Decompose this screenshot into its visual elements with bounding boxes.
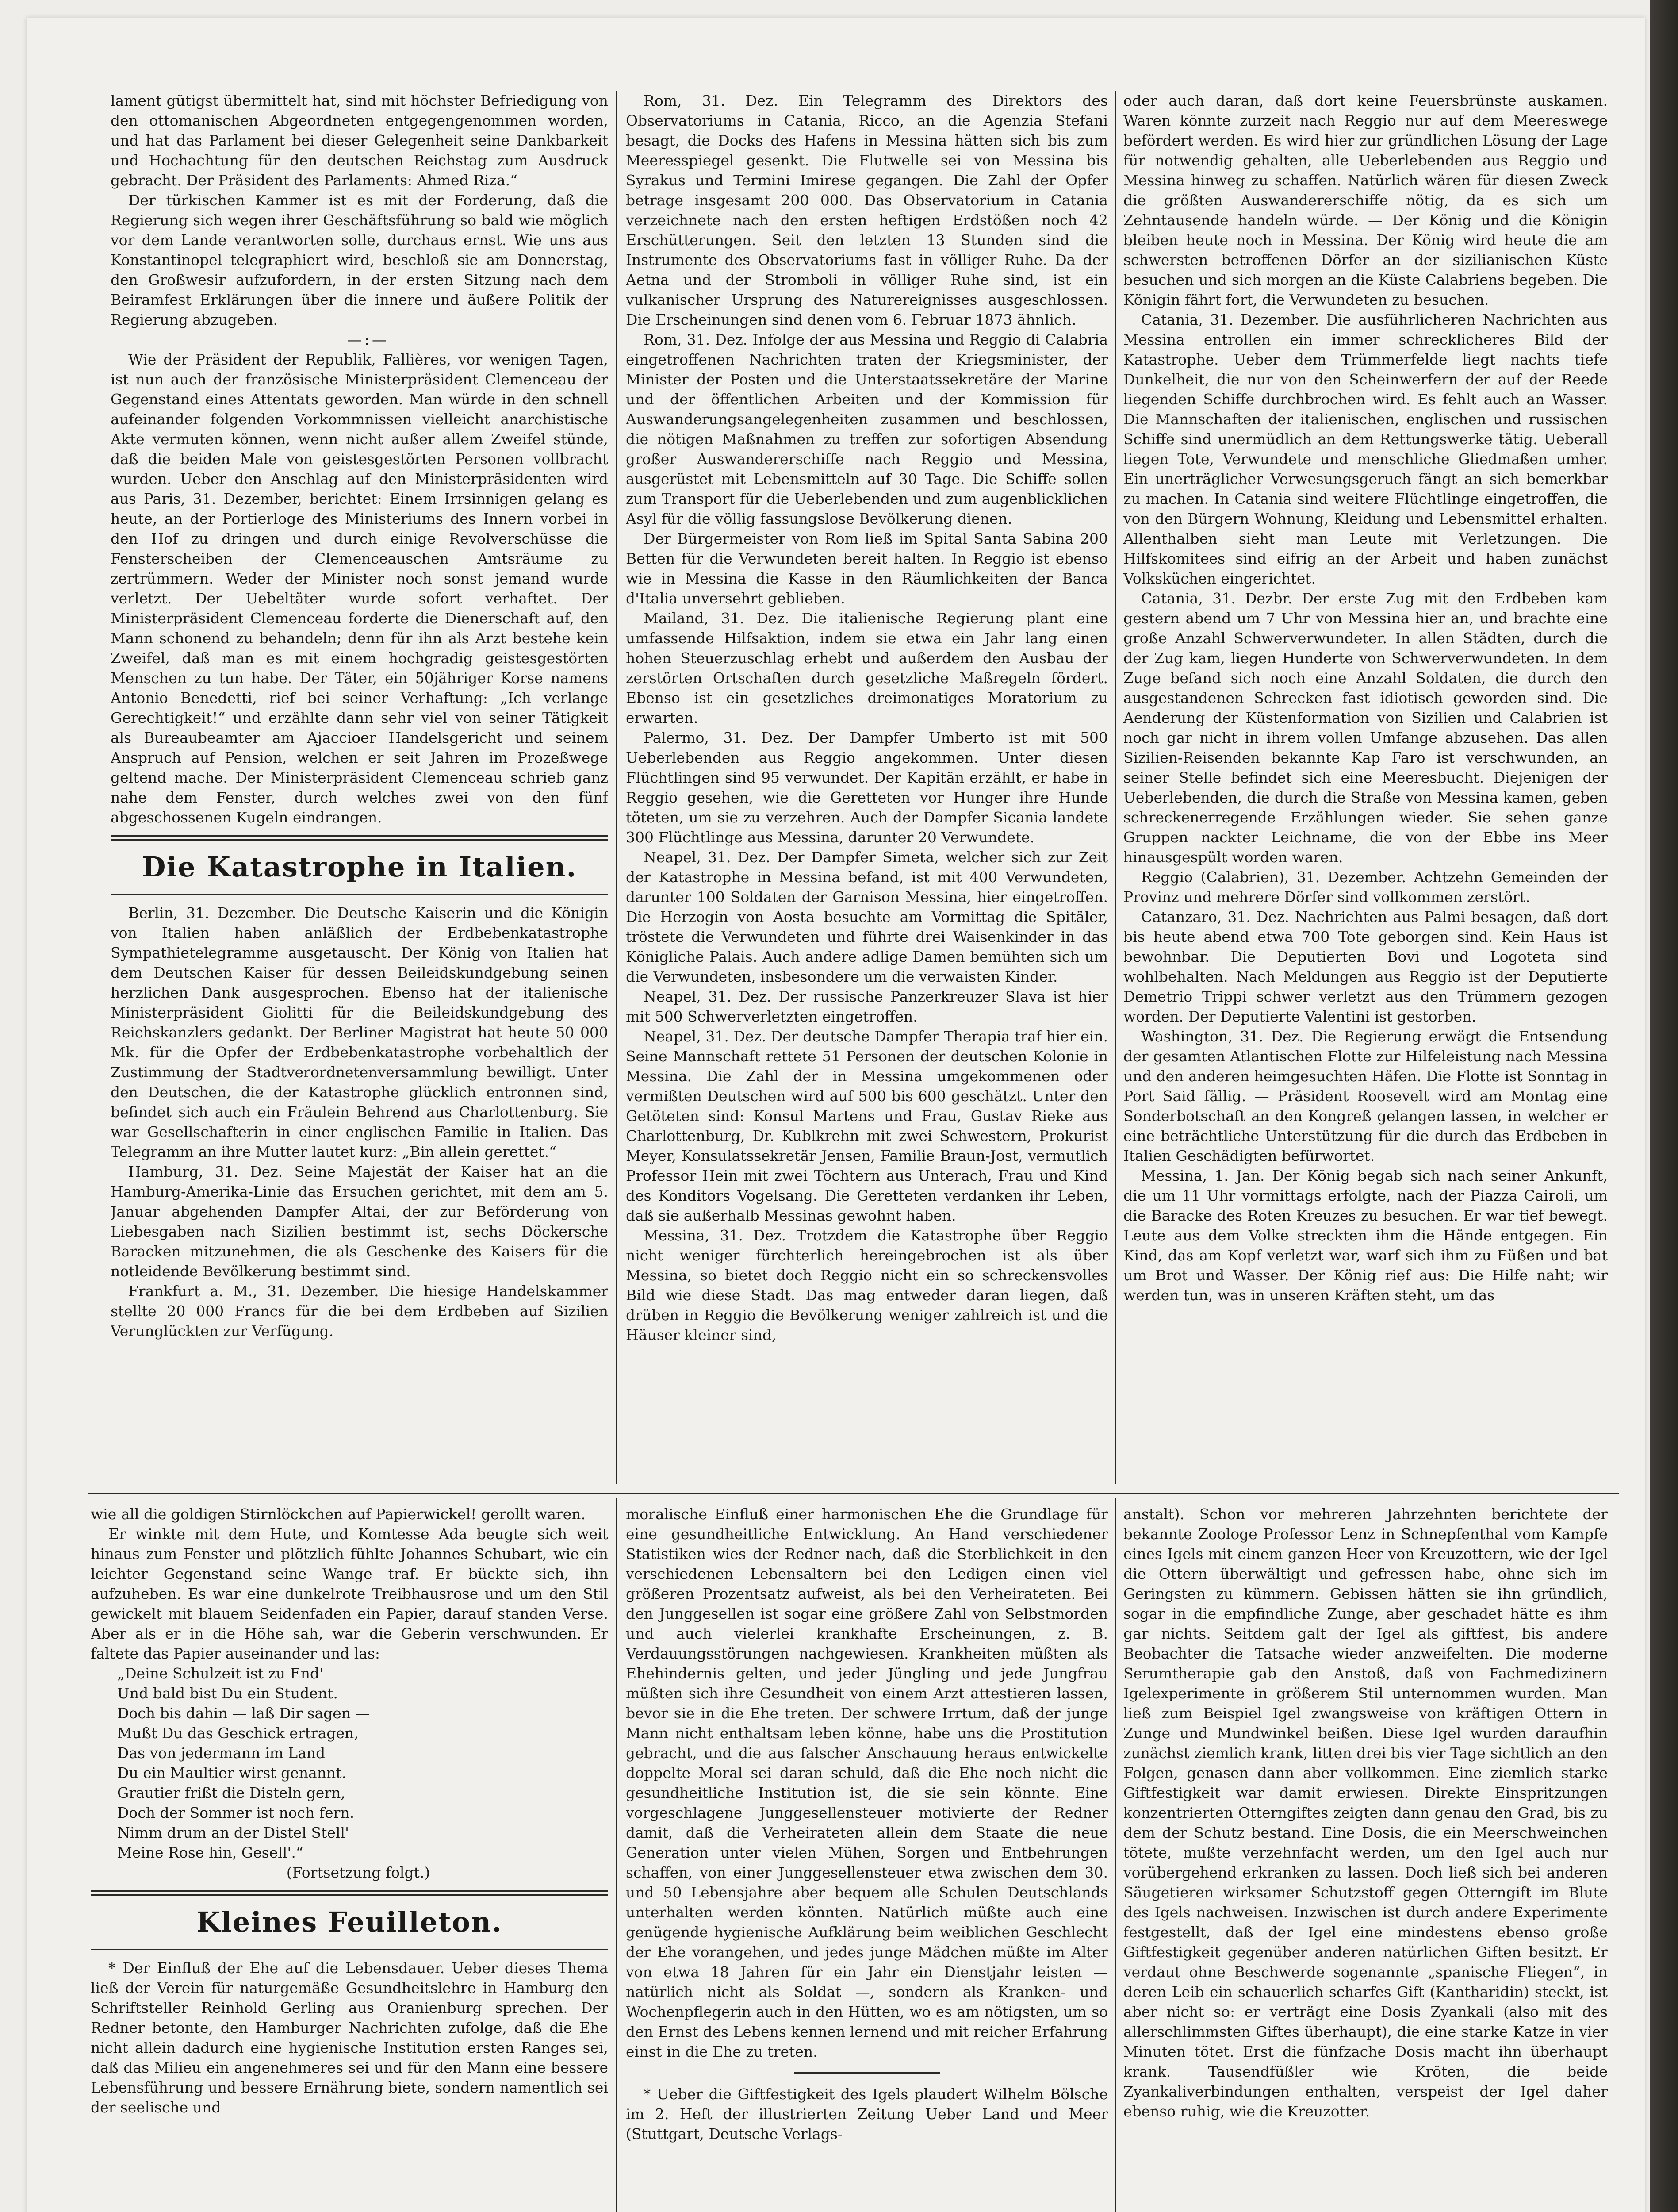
poem-line: Grautier frißt die Disteln gern, [117, 1784, 345, 1801]
article-text: Catania, 31. Dezember. Die ausführlicheren Nachrichten aus Messina entrollen ein immer schrecklicheres Bild der Katastrophe. Ueber dem Trümmerfelde liegt nachts tiefe Dunkelheit, die nur von den Scheinwerfern der auf der Reede liegenden Schiffe durchbrochen wird. Es fehlt auch an Wasser. Die Mannschaften der italienischen, englischen und russischen Schiffe sind unermüdlich an dem Rettungswerke tätig. Ueberall liegen Tote, Verwundete und menschliche Gliedmaßen umher. Ein unerträglicher Verwesungsgeruch fängt an sich bemerkbar zu machen. In Catania sind weitere Flüchtlinge eingetroffen, die von den Bürgern Wohnung, Kleidung und Lebensmittel erhalten. Allenthalben sieht man Leute mit Verletzungen. Die Hilfskomitees sind eifrig an der Arbeit und haben zunächst Volksküchen eingerichtet. [1123, 311, 1608, 587]
poem-line: Doch bis dahin — laß Dir sagen — [117, 1705, 370, 1722]
continuation-note: (Fortsetzung folgt.) [286, 1864, 430, 1881]
rule [111, 835, 608, 841]
poem-line: Nimm drum an der Distel Stell' [117, 1824, 349, 1841]
poem-line: Du ein Maultier wirst genannt. [117, 1764, 347, 1782]
article-text: Messina, 31. Dez. Trotzdem die Katastrophe über Reggio nicht weniger fürchterlich hereingebrochen ist als über Messina, so bietet doch Reggio nicht ein so schreckensvolles Bild wie diese Stadt. Das mag entweder daran liegen, daß drüben in Reggio die Bevölkerung weniger zahlreich ist und die Häuser kleiner sind, [626, 1227, 1108, 1344]
article-text: Neapel, 31. Dez. Der deutsche Dampfer Therapia traf hier ein. Seine Mannschaft rettete 51 Personen der deutschen Kolonie in Messina. Die Zahl der in Messina umgekommenen oder vermißten Deutschen wird auf 500 bis 600 geschätzt. Unter den Getöteten sind: Konsul Martens und Frau, Gustav Rieke aus Charlottenburg, Dr. Kublkrehn mit zwei Schwestern, Prokurist Meyer, Konsulatssekretär Jensen, Familie Braun-Jost, vermutlich Professor Hein mit zwei Töchtern aus Unterach, Frau und Kind des Konditors Vogelsang. Die Geretteten verdanken ihr Leben, daß sie außerhalb Messinas gewohnt haben. [626, 1028, 1108, 1224]
column-rule-1 [616, 91, 617, 1484]
article-text: Messina, 1. Jan. Der König begab sich nach seiner Ankunft, die um 11 Uhr vormittags erfolgte, nach der Piazza Cairoli, um die Baracke des Roten Kreuzes zu besuchen. Er war tief bewegt. Leute aus dem Volke streckten ihm die Hände entgegen. Ein Kind, das am Kopf verletzt war, warf sich ihm zu Füßen und bat um Brot und Wasser. Der König rief aus: Die Hilfe naht; wir werden tun, was in unseren Kräften steht, um das [1123, 1167, 1608, 1304]
rule [91, 1949, 608, 1950]
rule [111, 894, 608, 895]
article-text: Frankfurt a. M., 31. Dezember. Die hiesige Handelskammer stellte 20 000 Francs für die bei dem Erdbeben auf Sizilien Verunglückten zur Verfügung. [111, 1283, 608, 1340]
article-text: lament gütigst übermittelt hat, sind mit höchster Befriedigung von den ottomanischen Abgeordneten entgegengenommen worden, und hat das Parlament bei dieser Gelegenheit seine Dankbarkeit und Hochachtung für den deutschen Reichstag zum Ausdruck gebracht. Der Präsident des Parlaments: Ahmed Riza.“ [111, 92, 608, 189]
poem [91, 1663, 608, 1863]
column-1 [111, 91, 608, 1486]
separator: —:— [347, 331, 390, 348]
article-text: Rom, 31. Dez. Ein Telegramm des Direktors des Observatoriums in Catania, Ricco, an die Agenzia Stefani besagt, die Docks des Hafens in Messina hätten sich bis zum Meeresspiegel gesenkt. Die Flutwelle sei von Messina bis Syrakus und Termini Imirese gegangen. Die Zahl der Opfer betrage insgesamt 200 000. Das Observatorium in Catania verzeichnete nach den ersten heftigen Erdstößen noch 42 Erschütterungen. Seit den letzten 13 Stunden sind die Instrumente des Observatoriums fast in völliger Ruhe. Da der Aetna und der Stromboli in völliger Ruhe sind, ist ein vulkanischer Ursprung des Naturereignisses ausgeschlossen. Die Erscheinungen sind denen vom 6. Februar 1873 ähnlich. [626, 92, 1108, 328]
article-text: Catanzaro, 31. Dez. Nachrichten aus Palmi besagen, daß dort bis heute abend etwa 700 Tote geborgen sind. Kein Haus ist bewohnbar. Die Deputierten Bovi und Logoteta sind wohlbehalten. Nach Meldungen aus Reggio ist der Deputierte Demetrio Trippi schwer verletzt aus den Trümmern gezogen worden. Der Deputierte Valentini ist gestorben. [1123, 908, 1608, 1025]
column-4 [91, 1504, 608, 2212]
poem-line: Meine Rose hin, Gesell'.“ [117, 1844, 303, 1861]
column-rule-3 [616, 1498, 617, 2212]
article-text: Hamburg, 31. Dez. Seine Majestät der Kaiser hat an die Hamburg-Amerika-Linie das Ersuchen gerichtet, mit dem am 5. Januar abgehenden Dampfer Altai, der zur Beförderung von Liebesgaben nach Sizilien bestimmt ist, sechs Döckersche Baracken mitzunehmen, die als Geschenke des Kaisers für die notleidende Bevölkerung bestimmt sind. [111, 1163, 608, 1280]
article-text: Berlin, 31. Dezember. Die Deutsche Kaiserin und die Königin von Italien haben anläßlich der Erdbebenkatastrophe Sympathietelegramme ausgetauscht. Der König von Italien hat dem Deutschen Kaiser für dessen Beileidskundgebung seinen herzlichen Dank ausgesprochen. Ebenso hat der italienische Ministerpräsident Giolitti für die Beileidskundgebung des Reichskanzlers gedankt. Der Berliner Magistrat hat heute 50 000 Mk. für die Opfer der Erdbebenkatastrophe vorbehaltlich der Zustimmung der Stadtverordnetenversammlung bewilligt. Unter den Deutschen, die der Katastrophe glücklich entronnen sind, befindet sich auch ein Fräulein Behrend aus Charlottenburg. Sie war Gesellschafterin in einer englischen Familie in Italien. Das Telegramm an ihre Mutter lautet kurz: „Bin allein gerettet.“ [111, 904, 608, 1160]
feuilleton-text: * Ueber die Giftfestigkeit des Igels plaudert Wilhelm Bölsche im 2. Heft der illustrierten Zeitung Ueber Land und Meer (Stuttgart, Deutsche Verlags- [626, 2085, 1108, 2143]
section-heading: Kleines Feuilleton. [196, 1906, 502, 1938]
article-text: Neapel, 31. Dez. Der Dampfer Simeta, welcher sich zur Zeit der Katastrophe in Messina befand, ist mit 400 Verwundeten, darunter 100 Soldaten der Garnison Messina, hier eingetroffen. Die Herzogin von Aosta besuchte am Vormittag die Spitäler, tröstete die Verwundeten und führte drei Waisenkinder in das Königliche Palais. Auch andere adlige Damen bemühten sich um die Verwundeten, insbesondere um die verwaisten Kinder. [626, 849, 1108, 985]
article-text: Reggio (Calabrien), 31. Dezember. Achtzehn Gemeinden der Provinz und mehrere Dörfer sind vollkommen zerstört. [1123, 868, 1608, 906]
rule [794, 2072, 940, 2074]
article-text: Mailand, 31. Dez. Die italienische Regierung plant eine umfassende Hilfsaktion, indem sie etwa ein Jahr lang einen hohen Steuerzuschlag erhebt und außerdem den Ausbau der zerstörten Ortschaften durch gesetzliche Maßregeln fördert. Ebenso ist ein gesetzliches dreimonatiges Moratorium zu erwarten. [626, 610, 1108, 726]
poem-line: Und bald bist Du ein Student. [117, 1685, 338, 1702]
column-rule-4 [1115, 1498, 1116, 2212]
article-text: oder auch daran, daß dort keine Feuersbrünste auskamen. Waren könnte zurzeit nach Reggio nur auf dem Meereswege befördert werden. Es wird hier zur gründlichen Lösung der Lage für notwendig gehalten, alle Ueberlebenden aus Reggio und Messina hinweg zu schaffen. Natürlich wären für diesen Zweck die größten Auswandererschiffe nötig, da es sich um Zehntausende handeln würde. — Der König und die Königin bleiben heute noch in Messina. Der König wird heute die am schwersten betroffenen Dörfer an der sizilianischen Küste besuchen und sich morgen an die Küste Calabriens begeben. Die Königin fährt fort, die Verwundeten zu besuchen. [1123, 92, 1608, 308]
section-heading: Die Katastrophe in Italien. [142, 851, 577, 883]
article-text: Palermo, 31. Dez. Der Dampfer Umberto ist mit 500 Ueberlebenden aus Reggio angekommen. Unter diesen Flüchtlingen sind 95 verwundet. Der Kapitän erzählt, er habe in Reggio gesehen, wie die Geretteten vor Hunger ihre Hunde töteten, um sie zu verzehren. Auch der Dampfer Sicania landete 300 Flüchtlinge aus Messina, darunter 20 Verwundete. [626, 729, 1108, 846]
story-text: Er winkte mit dem Hute, und Komtesse Ada beugte sich weit hinaus zum Fenster und plötzlich fühlte Johannes Schubart, wie ein leichter Gegenstand seine Wange traf. Er bückte sich, ihn aufzuheben. Es war eine dunkelrote Treibhausrose und um den Stil gewickelt mit blauem Seidenfaden ein Papier, darauf standen Verse. Aber als er in die Höhe sah, war die Geberin verschwunden. Er faltete das Papier auseinander und las: [91, 1525, 608, 1662]
article-text: Neapel, 31. Dez. Der russische Panzerkreuzer Slava ist hier mit 500 Schwerverletzten eingetroffen. [626, 988, 1108, 1025]
article-text: Catania, 31. Dezbr. Der erste Zug mit den Erdbeben kam gestern abend um 7 Uhr von Messina hier an, und brachte eine große Anzahl Schwerverwundeter. In allen Städten, durch die der Zug kam, liegen Hunderte von Schwerverwundeten. In dem Zuge befand sich noch eine Anzahl Soldaten, die durch den ausgestandenen Schrecken fast idiotisch geworden sind. Die Aenderung der Küstenformation von Sizilien und Calabrien ist noch gar nicht in ihrem vollen Umfange abzusehen. Das allen Sizilien-Reisenden bekannte Kap Faro ist verschwunden, an seiner Stelle befindet sich eine Meeresbucht. Diejenigen der Ueberlebenden, die durch die Straße von Messina kamen, geben schreckenerregende Erzählungen wieder. Sie sehen ganze Gruppen nackter Leichname, die von der Ebbe ins Meer hinausgespült worden waren. [1123, 590, 1608, 866]
column-6 [1123, 1504, 1608, 2212]
article-text: Rom, 31. Dez. Infolge der aus Messina und Reggio di Calabria eingetroffenen Nachrichten traten der Kriegsminister, der Minister der Posten und die Unterstaatssekretäre der Marine und der öffentlichen Arbeiten und der Kommission für Auswanderungsangelegenheiten zusammen und beschlossen, die nötigen Maßnahmen zu treffen zur sofortigen Absendung großer Auswandererschiffe nach Reggio und Messina, ausgerüstet mit Lebensmitteln auf 30 Tage. Die Schiffe sollen zum Transport für die Ueberlebenden und zum augenblicklichen Asyl für die völlig fassungslose Bevölkerung dienen. [626, 331, 1108, 527]
article-text: Der türkischen Kammer ist es mit der Forderung, daß die Regierung sich wegen ihrer Geschäftsführung so bald wie möglich vor dem Lande verantworten solle, durchaus ernst. Wie uns aus Konstantinopel telegraphiert wird, beschloß sie am Donnerstag, den Großwesir aufzufordern, in der ersten Sitzung nach dem Beiramfest Erklärungen über die innere und äußere Politik der Regierung abzugeben. [111, 192, 608, 328]
article-text: Wie der Präsident der Republik, Fallières, vor wenigen Tagen, ist nun auch der französische Ministerpräsident Clemenceau der Gegenstand eines Attentats geworden. Man würde in den schnell aufeinander folgenden Vorkommnissen vielleicht anarchistische Akte vermuten können, wenn nicht außer allem Zweifel stünde, daß die beiden Male von geistesgestörten Personen vollbracht wurden. Ueber den Anschlag auf den Ministerpräsidenten wird aus Paris, 31. Dezember, berichtet: Einem Irrsinnigen gelang es heute, an der Portierloge des Ministeriums des Innern vorbei in den Hof zu dringen und durch einige Revolverschüsse die Fensterscheiben der Clemenceauschen Amtsräume zu zertrümmern. Weder der Minister noch sonst jemand wurde verletzt. Der Uebeltäter wurde sofort verhaftet. Der Ministerpräsident Clemenceau forderte die Dienerschaft auf, den Mann schonend zu behandeln; denn für ihn als Arzt bestehe kein Zweifel, daß man es mit einem hochgradig geistesgestörten Menschen zu tun habe. Der Täter, ein 50jähriger Korse namens Antonio Benedetti, rief bei seiner Verhaftung: „Ich verlange Gerechtigkeit!“ und erzählte dann sehr viel von seiner Tätigkeit als Bureaubeamter am Ajaccioer Handelsgericht und seinem Anspruch auf Pension, welchen er seit Jahren im Prozeßwege geltend mache. Der Ministerpräsident Clemenceau schrieb ganz nahe dem Fenster, durch welches zwei von den fünf abgeschossenen Kugeln eindrangen. [111, 351, 608, 826]
poem-line: „Deine Schulzeit ist zu End' [117, 1665, 324, 1682]
feuilleton-text: anstalt). Schon vor mehreren Jahrzehnten berichtete der bekannte Zoologe Professor Lenz in Schnepfenthal vom Kampfe eines Igels mit einem ganzen Heer von Kreuzottern, wie der Igel die Ottern überwältigt und gefressen habe, ohne sich im Geringsten zu kümmern. Gebissen hätten sie ihn gründlich, sogar in die empfindliche Zunge, aber geschadet hätte es ihm gar nichts. Seitdem galt der Igel als giftfest, bis andere Beobachter die Tatsache wieder anzweifelten. Die moderne Serumtherapie gab den Anstoß, daß von Fachmedizinern Igelexperimente in größerem Stil unternommen wurden. Man ließ zum Beispiel Igel zwangsweise von kräftigen Ottern in Zunge und Mundwinkel beißen. Diese Igel wurden daraufhin zunächst ziemlich krank, litten drei bis vier Tage sichtlich an den Folgen, genasen dann aber vollkommen. Eine ziemlich starke Giftfestigkeit war damit erwiesen. Direkte Einspritzungen konzentrierten Otterngiftes zeigten dann genau den Grad, bis zu dem der Schutz bestand. Eine Dosis, die ein Meerschweinchen tötete, mußte verzehnfacht werden, um den Igel auch nur vorübergehend erkranken zu lassen. Doch ließ sich bei anderen Säugetieren wirksamer Schutzstoff gegen Otterngift im Blute des Igels nachweisen. Inzwischen ist durch andere Experimente festgestellt, daß der Igel eine mindestens ebenso große Giftfestigkeit gegenüber anderen natürlichen Giften besitzt. Er verdaut ohne Beschwerde sogenannte „spanische Fliegen“, in deren Leib ein schauerlich scharfes Gift (Kantharidin) steckt, ist aber nicht so: er verträgt eine Dosis Zyankali (also mit des allerschlimmsten Giftes überhaupt), die eine starke Katze in vier Minuten tötet. Erst die fünfzache Dosis macht ihn überhaupt krank. Tausendfüßler wie Kröten, die beide Zyankaliverbindungen enthalten, verspeist der Igel daher ebenso ruhig, wie die Kreuzotter. [1123, 1505, 1608, 2120]
article-text: Der Bürgermeister von Rom ließ im Spital Santa Sabina 200 Betten für die Verwundeten bereit halten. In Reggio ist ebenso wie in Messina die Kasse in den Räumlichkeiten der Banca d'Italia unversehrt geblieben. [626, 530, 1108, 607]
page-edge-binding [1650, 0, 1678, 2212]
column-3 [1123, 91, 1608, 1486]
poem-line: Das von jedermann im Land [117, 1744, 326, 1762]
rule [91, 1890, 608, 1896]
feuilleton-text: moralische Einfluß einer harmonischen Ehe die Grundlage für eine gesundheitliche Entwicklung. An Hand verschiedener Statistiken wies der Redner nach, daß die Sterblichkeit in den verschiedenen Lebensaltern bei den Ledigen einen viel größeren Prozentsatz aufweist, als bei den Verheirateten. Bei den Junggesellen ist sogar eine größere Zahl von Selbstmorden und auch vielerlei krankhafte Erscheinungen, z. B. Verdauungsstörungen nachgewiesen. Krankheiten müßten als Ehehindernis gelten, und jeder Jüngling und jede Jungfrau müßten sich ihre Gesundheit von einem Arzt attestieren lassen, bevor sie in die Ehe treten. Der schwere Irrtum, daß der junge Mann nicht enthaltsam leben könne, habe uns die Prostitution gebracht, und die aus falscher Anschauung heraus entwickelte doppelte Moral sei daran schuld, daß die Ehe noch nicht die gesundheitliche Institution ist, die sie sein könnte. Eine vorgeschlagene Junggesellensteuer motivierte der Redner damit, daß die Verheirateten allein dem Staate die neue Generation unter vielen Mühen, Sorgen und Entbehrungen schaffen, von einer Junggesellensteuer etwa zwischen dem 30. und 50 Lebensjahre aber bequem alle Schulen Deutschlands unterhalten werden könnten. Natürlich müßte auch eine genügende hygienische Aufklärung beim weiblichen Geschlecht der Ehe vorangehen, und jedes junge Mädchen müßte im Alter von etwa 18 Jahren für ein Jahr ein Dienstjahr leisten — natürlich nicht als Soldat —, sondern als Kranken- und Wochenpflegerin auch in den Hütten, wo es am nötigsten, um so den Ernst des Lebens kennen lernend und mit reicher Erfahrung einst in die Ehe zu treten. [626, 1505, 1108, 2060]
poem-line: Mußt Du das Geschick ertragen, [117, 1724, 359, 1742]
section-rule [88, 1493, 1619, 1494]
feuilleton-text: * Der Einfluß der Ehe auf die Lebensdauer. Ueber dieses Thema ließ der Verein für naturgemäße Gesundheitslehre in Hamburg den Schriftsteller Reinhold Gerling aus Oranienburg sprechen. Der Redner betonte, den Hamburger Nachrichten zufolge, daß die Ehe nicht allein dadurch eine hygienische Institution ersten Ranges sei, daß das Milieu ein angenehmeres sei und für den Mann eine bessere Lebensführung und bessere Ernährung biete, sondern namentlich sei der seelische und [91, 1959, 608, 2116]
article-text: Washington, 31. Dez. Die Regierung erwägt die Entsendung der gesamten Atlantischen Flotte zur Hilfeleistung nach Messina und den anderen heimgesuchten Häfen. Die Flotte ist Sonntag in Port Said fällig. — Präsident Roosevelt wird am Montag eine Sonderbotschaft an den Kongreß gelangen lassen, in welcher er eine beträchtliche Unterstützung für die durch das Erdbeben in Italien Geschädigten befürwortet. [1123, 1028, 1608, 1164]
column-5 [626, 1504, 1108, 2212]
poem-line: Doch der Sommer ist noch fern. [117, 1804, 355, 1821]
column-rule-2 [1115, 91, 1116, 1484]
column-2 [626, 91, 1108, 1486]
story-text: wie all die goldigen Stirnlöckchen auf Papierwickel! gerollt waren. [91, 1505, 586, 1523]
